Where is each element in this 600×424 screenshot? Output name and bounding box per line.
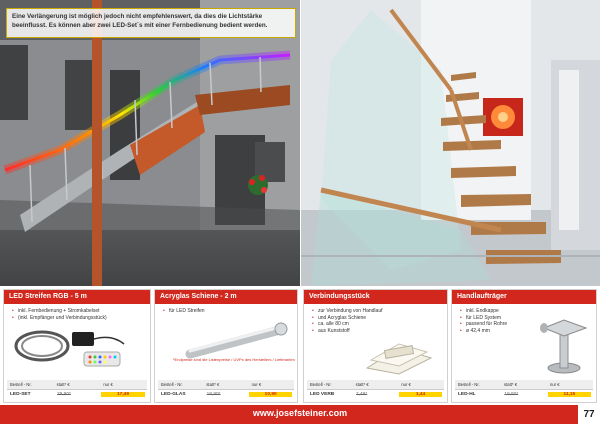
col-price-new: nur € (103, 382, 113, 387)
price-old: 2,49* (356, 392, 368, 397)
acrylic-rail-image (185, 320, 295, 360)
product-title: Acryglas Schiene - 2 m (155, 290, 297, 304)
product-title: LED Streifen RGB - 5 m (4, 290, 150, 304)
bullet: • passend für Rohre (460, 321, 592, 328)
bullet: • zur Verbindung von Handlauf (312, 308, 443, 315)
col-price-new: nur € (401, 382, 411, 387)
bullet: • für LED Streifen (163, 308, 293, 315)
price-new: 1,44 (399, 392, 442, 397)
price-new: 10,90 (249, 392, 292, 397)
product-panel-connector (303, 289, 448, 403)
article-number: LED-SET (10, 392, 31, 397)
footnote: *Endpreise sind die Listenpreise / UVPs des Herstellers / Lieferanten (173, 357, 295, 362)
col-price-old: statt* € (56, 382, 70, 387)
price-old: 18,90* (206, 392, 221, 397)
price-old: 19,60* (504, 392, 519, 397)
product-panel-handrail-bracket (451, 289, 597, 403)
price-table (7, 380, 147, 399)
col-artno: Bestell - Nr. (161, 382, 183, 387)
bullet: • inkl. Fernbedienung + Stromkabelset (12, 308, 146, 315)
product-bullets (155, 308, 297, 315)
article-number: LED-HL (458, 392, 476, 397)
bullet: • ca. alle 80 cm (312, 321, 443, 328)
col-price-new: nur € (550, 382, 560, 387)
page-number: 77 (578, 405, 600, 424)
price-new: 11,15 (548, 392, 591, 397)
footer-bar (0, 405, 600, 424)
photo-led-staircase (0, 0, 300, 286)
bullet: • inkl. Endkappe (460, 308, 592, 315)
connector-image (359, 330, 439, 375)
product-title: Handlaufträger (452, 290, 596, 304)
website-link[interactable]: www.josefsteiner.com (252, 408, 348, 418)
glass-staircase-illustration (301, 0, 600, 286)
led-set-image (12, 324, 142, 372)
handrail-bracket-image (534, 306, 594, 378)
product-title: Verbindungsstück (304, 290, 447, 304)
price-table (307, 380, 444, 399)
bullet: • und Acryglas Schiene (312, 315, 443, 322)
article-number: LED-GLAS (161, 392, 186, 397)
bullet: • für LED System (460, 315, 592, 322)
extension-notice: Eine Verlängerung ist möglich jedoch nicht empfehlenswert, da dies die Lichtstärke beeinflusst. Es können aber zwei LED-Set´s mit einer Fernbedienung bedient werden. (6, 8, 296, 38)
bullet: • (inkl. Empfänger und Verbindungsstück) (12, 315, 146, 322)
col-price-new: nur € (251, 382, 262, 387)
product-bullets (4, 308, 150, 321)
price-table (158, 380, 294, 399)
led-staircase-illustration (0, 0, 300, 286)
col-artno: Bestell - Nr. (310, 382, 332, 387)
col-artno: Bestell - Nr. (10, 382, 32, 387)
photo-glass-staircase (301, 0, 600, 286)
bullet: • ø 42,4 mm (460, 328, 592, 335)
col-price-old: statt* € (504, 382, 518, 387)
col-price-old: statt* € (355, 382, 369, 387)
bullet: • aus Kunststoff (312, 328, 443, 335)
price-old: 29,90* (57, 392, 71, 397)
col-artno: Bestell - Nr. (458, 382, 480, 387)
product-panel-led-strip (3, 289, 151, 403)
product-panel-acrylic-rail (154, 289, 298, 403)
price-new: 17,49 (101, 392, 145, 397)
col-price-old: statt* € (206, 382, 220, 387)
article-number: LED VERB (310, 392, 335, 397)
price-table (455, 380, 593, 399)
